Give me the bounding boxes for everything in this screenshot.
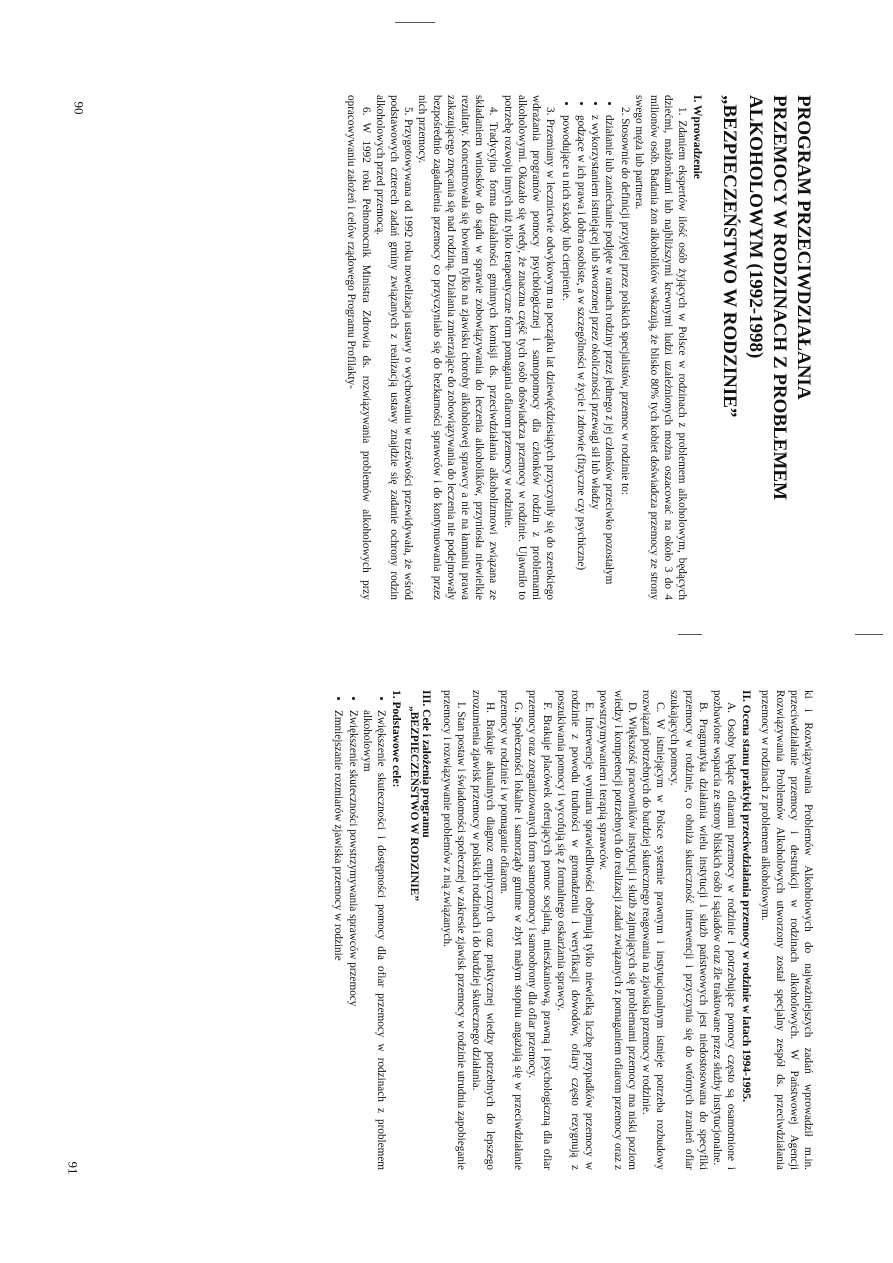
paragraph: 4. Tradycyjna forma działalności gminnych komisji ds. przeciwdziałania alkoholizmowi związana ze składaniem wniosków do sądu w sprawie zobowiązywania do leczenia alkoholików, przyniosła niewielkie rezultaty. Koncentrowała się bowiem tylko na zjawisku choroby alkoholowej sprawcy a nie na łamaniu prawa zakazującego znęcania się nad rodziną. Działania zmierzające do zobowiązywania do leczenia nie podejmowały bezpośrednio zagadnienia przemocy co przyczyniało się do bezkarności sprawców i do kontynuowania przez nich przemocy.: [416, 95, 500, 600]
paragraph: 6. W 1992 roku Pełnomocnik Ministra Zdrowia ds. rozwiązywania problemów alkoholowych przy opracowywaniu założeń i celów rządowego Programu Profilakty-: [345, 95, 372, 600]
paragraph: E. Interwencje wymiaru sprawiedliwości obejmują tylko niewielką liczbę przypadków przemocy w rodzinie z powodu trudności w gromadzeniu i weryfikacji dowodów, ofiary często rezygnują z poszukiwania pomocy i wycofują się z formalnego oskarżania sprawcy.: [554, 690, 596, 1170]
page-number: 90: [71, 101, 87, 115]
page-number: 91: [65, 1161, 81, 1175]
paragraph: 5. Przygotowywana od 1992 roku nowelizacja ustawy o wychowaniu w trzeźwości przewidywała, że wśród podstawowych czterech zadań gminy związanych z realizacją ustawy znajdzie się zadanie ochrony rodzin alkoholowych przed przemocą.: [373, 95, 415, 600]
paragraph: 2. Stosownie do definicji przyjętej przez polskich specjalistów, przemoc w rodzinie to:: [619, 107, 632, 495]
right-page: [105, 690, 815, 1170]
paragraph: G. Społeczności lokalne i samorządy gminne w zbyt małym stopniu angażują się w przeciwdziałanie przemocy w rodzinie i w pomaganie ofiarom.: [497, 690, 525, 1170]
paragraph: B. Pragmatyka działania wielu instytucji i służb państwowych jest niedostosowana do specyfiki przemocy w rodzinie, co obniża skuteczność interwencji i przyczynia się do wtórnych zranień ofiar szukających pomocy.: [668, 690, 709, 1170]
title-line: „BEZPIECZEŃSTWO W RODZINIE”: [719, 95, 740, 418]
title-line: ALKOHOLOWYM (1992-1998): [745, 95, 766, 359]
subheading-basic-goals: 1. Podstawowe cele:: [389, 690, 402, 788]
list-item: • działanie lub zaniechanie podjęte w ramach rodziny przez jednego z jej członków przeciwko pozostałym: [602, 115, 616, 600]
paragraph: 3. Przemiany w lecznictwie odwykowym na początku lat dziewięćdziesiątych przyczyniły się do szerokiego wdrażania programów pomocy psychologicznej i samopomocy dla członków rodzin z problemami alkoholowymi. Okazało się wtedy, że znaczna część tych osób doświadcza przemocy w rodzinie. Ujawniło to potrzebę rozwoju innych niż tylko terapeutyczne form pomagania ofiarom przemocy w rodzinie.: [501, 95, 557, 600]
goals-list: [331, 690, 388, 1170]
title-line: PROGRAM PRZECIWDZIAŁANIA: [793, 95, 814, 400]
document-title: [717, 95, 815, 600]
list-item: • Zwiększenie skuteczności i dostępności pomocy dla ofiar przemocy w rodzinach z problemem alkoholowym: [360, 710, 388, 1170]
paragraph: F. Brakuje placówek oferujących pomoc socjalną, mieszkaniową, prawną i psychologiczną dla ofiar przemocy oraz zorganizowanych form samopomocy i samoobrony dla ofiar przemocy.: [526, 690, 553, 1170]
section-heading-line: III. Cele i założenia programu: [419, 690, 432, 838]
section-heading-line: „BEZPIECZEŃSTWO W RODZINIE”: [407, 706, 420, 902]
paragraph: C. W istniejącym w Polsce systemie prawnym i instytucjonalnym istnieje potrzeba rozbudowy rozwiązań potrzebnych do bardziej skutecznego reagowania na zjawiska przemocy w rodzinie.: [639, 690, 667, 1170]
section-heading-assessment: II. Ocena stanu praktyki przeciwdziałania przemocy w rodzinie w latach 1994-1995.: [740, 690, 753, 1102]
section-heading-goals: [408, 690, 432, 1170]
paragraph: H. Brakuje aktualnych diagnoz empirycznych oraz praktycznej wiedzy potrzebnych do lepszego zrozumienia zjawisk przemocy w polskich rodzinach i do bardziej skutecznego działania.: [469, 690, 496, 1170]
list-item: • powodujące u nich szkody lub cierpienie.: [559, 115, 573, 600]
list-item: • Zwiększenie skuteczności powstrzymywania sprawców przemocy: [345, 710, 359, 1170]
paragraph: D. Większość pracowników instytucji i służb zajmujących się problemami przemocy ma niski poziom wiedzy i kompetencji potrzebnych do realizacji zadań związanych z pomaganiem ofiarom przemocy oraz z powstrzymywaniem i terapią sprawców.: [597, 690, 638, 1170]
paragraph: A. Osoby będące ofiarami przemocy w rodzinie i potrzebujące pomocy często są osamotnione i pozbawione wsparcia ze strony bliskich osób i sąsiadów oraz źle traktowane przez służby instytucjonalne.: [710, 690, 738, 1170]
scan-mark-middle: [678, 634, 702, 635]
scan-mark-top: [395, 22, 435, 23]
left-page: [105, 95, 815, 600]
list-item: • godzące w ich prawa i dobra osobiste, a w szczególności w życie i zdrowie (fizyczne czy psychiczne): [573, 115, 587, 600]
paragraph: I. Stan postaw i świadomości społecznej w zakresie zjawisk przemocy w rodzinie utrudnia zapobieganie przemocy i rozwiązywanie problemów z nią związanych.: [441, 690, 468, 1170]
paragraph-continued: ki i Rozwiązywania Problemów Alkoholowych do najważniejszych zadań wprowadził m.in. przeciwdziałanie przemocy i destrukcji w rodzinach alkoholowych. W Państwowej Agencji Rozwiązywania Problemów Alkoholowych utworzony został specjalny zespół ds. przeciwdziałania przemocy w rodzinach z problemem alkoholowym.: [759, 690, 814, 1170]
section-heading-introduction: I. Wprowadzenie: [691, 95, 703, 179]
paragraph: 1. Zdaniem ekspertów ilość osób żyjących w Polsce w rodzinach z problemem alkoholowym, będących dziećmi, małżonkami lub najbliższymi krewnymi ludzi uzależnionych można oszacować na około 3 do 4 milionów osób. Badania żon alkoholików wskazują, że blisko 80% tych kobiet doświadcza przemocy ze strony swego męża lub partnera.: [633, 95, 688, 600]
list-item: • z wykorzystaniem istniejącej lub stworzonej przez okoliczności przewagi sił lub władzy: [588, 115, 602, 600]
list-item: • Zmniejszanie rozmiarów zjawiska przemocy w rodzinie: [331, 710, 345, 1170]
title-line: PRZEMOCY W RODZINACH Z PROBLEMEM: [769, 95, 790, 501]
scan-mark-right: [855, 634, 883, 635]
definition-list: [559, 95, 616, 600]
